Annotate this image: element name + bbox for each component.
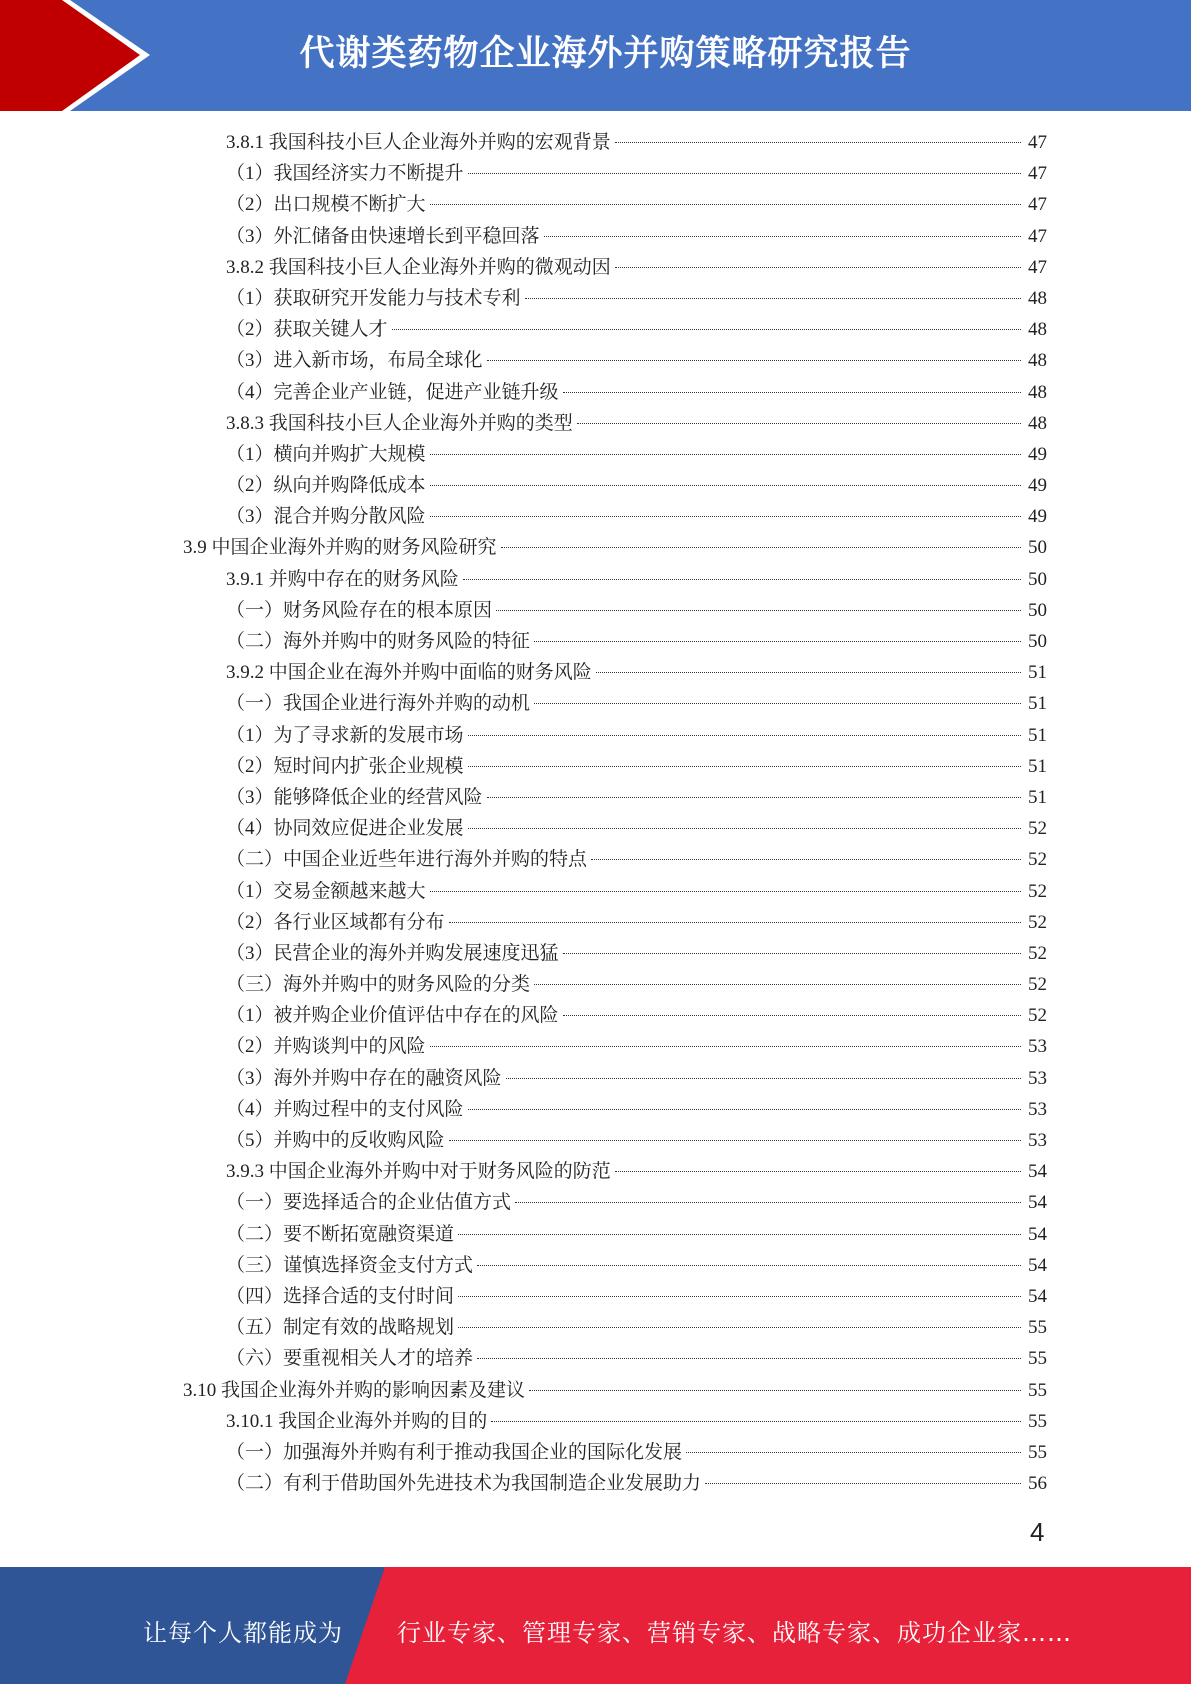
toc-entry-page: 52 — [1028, 1005, 1047, 1027]
toc-entry[interactable] — [0, 1063, 1191, 1094]
toc-dot-leader — [430, 891, 1021, 892]
toc-dot-leader — [563, 1015, 1021, 1016]
toc-entry-page: 51 — [1028, 786, 1047, 808]
toc-entry-label: （五）制定有效的战略规划 — [226, 1317, 455, 1339]
toc-entry[interactable] — [0, 1094, 1191, 1125]
toc-dot-leader — [468, 766, 1021, 767]
toc-entry-page: 48 — [1028, 381, 1047, 403]
toc-dot-leader — [563, 953, 1021, 954]
toc-entry[interactable] — [0, 221, 1191, 252]
toc-entry[interactable] — [0, 564, 1191, 595]
toc-dot-leader — [544, 236, 1021, 237]
toc-entry[interactable] — [0, 252, 1191, 283]
toc-entry-label: 3.8.2 我国科技小巨人企业海外并购的微观动因 — [226, 256, 611, 278]
toc-entry[interactable] — [0, 439, 1191, 470]
toc-entry-label: 3.9 中国企业海外并购的财务风险研究 — [183, 537, 497, 559]
toc-entry[interactable] — [0, 1000, 1191, 1031]
toc-entry-page: 47 — [1028, 256, 1047, 278]
toc-entry-label: （5）并购中的反收购风险 — [226, 1130, 445, 1151]
toc-entry-page: 52 — [1028, 942, 1047, 964]
toc-entry-page: 51 — [1028, 693, 1047, 715]
toc-dot-leader — [686, 1452, 1021, 1453]
toc-entry-label: （四）选择合适的支付时间 — [226, 1285, 455, 1307]
toc-dot-leader — [468, 1109, 1021, 1110]
toc-entry-label: （2）短时间内扩张企业规模 — [226, 755, 464, 777]
toc-entry-label: （三）谨慎选择资金支付方式 — [226, 1254, 474, 1276]
toc-entry-page: 51 — [1028, 724, 1047, 746]
toc-entry-page: 51 — [1028, 755, 1047, 777]
toc-dot-leader — [525, 298, 1021, 299]
toc-entry-page: 53 — [1028, 1130, 1047, 1151]
toc-entry-label: （一）财务风险存在的根本原因 — [226, 599, 493, 621]
toc-entry-label: （1）横向并购扩大规模 — [226, 443, 426, 465]
toc-dot-leader — [615, 142, 1021, 143]
toc-entry-label: （1）交易金额越来越大 — [226, 880, 426, 902]
toc-entry[interactable] — [0, 1250, 1191, 1281]
toc-entry[interactable] — [0, 844, 1191, 875]
toc-entry-page: 47 — [1028, 194, 1047, 216]
toc-entry-label: 3.9.2 中国企业在海外并购中面临的财务风险 — [226, 662, 592, 684]
toc-entry-page: 54 — [1028, 1254, 1047, 1276]
toc-entry[interactable] — [0, 377, 1191, 408]
toc-dot-leader — [458, 1296, 1021, 1297]
toc-entry[interactable] — [0, 876, 1191, 907]
toc-entry[interactable] — [0, 595, 1191, 626]
toc-dot-leader — [615, 1171, 1021, 1172]
toc-entry-page: 56 — [1028, 1473, 1047, 1495]
toc-dot-leader — [468, 173, 1021, 174]
toc-entry-label: 3.9.3 中国企业海外并购中对于财务风险的防范 — [226, 1161, 611, 1183]
toc-dot-leader — [430, 516, 1021, 517]
toc-entry-label: （2）获取关键人才 — [226, 319, 388, 341]
toc-entry[interactable] — [0, 314, 1191, 345]
toc-entry-label: （1）为了寻求新的发展市场 — [226, 724, 464, 746]
toc-entry-page: 55 — [1028, 1410, 1047, 1432]
toc-entry-label: （二）中国企业近些年进行海外并购的特点 — [226, 849, 588, 871]
toc-entry[interactable] — [0, 1187, 1191, 1218]
toc-entry-label: 3.10.1 我国企业海外并购的目的 — [226, 1410, 488, 1432]
toc-entry-page: 47 — [1028, 225, 1047, 247]
report-footer — [0, 1567, 1191, 1684]
toc-entry-page: 55 — [1028, 1379, 1047, 1401]
toc-dot-leader — [430, 454, 1021, 455]
toc-dot-leader — [591, 859, 1021, 860]
toc-entry-page: 54 — [1028, 1285, 1047, 1307]
toc-entry-label: （3）混合并购分散风险 — [226, 506, 426, 528]
toc-dot-leader — [515, 1202, 1021, 1203]
toc-entry[interactable] — [0, 626, 1191, 657]
toc-entry[interactable] — [0, 938, 1191, 969]
toc-entry-page: 54 — [1028, 1223, 1047, 1245]
toc-entry-label: 3.10 我国企业海外并购的影响因素及建议 — [183, 1379, 526, 1401]
toc-entry-label: 3.8.1 我国科技小巨人企业海外并购的宏观背景 — [226, 132, 611, 153]
toc-entry-page: 47 — [1028, 163, 1047, 185]
toc-entry-label: （4）完善企业产业链，促进产业链升级 — [226, 381, 559, 403]
toc-dot-leader — [534, 641, 1021, 642]
toc-dot-leader — [577, 423, 1021, 424]
toc-dot-leader — [496, 610, 1021, 611]
footer-slogan-left: 让每个人都能成为 — [143, 1619, 343, 1647]
toc-entry-label: （4）并购过程中的支付风险 — [226, 1098, 464, 1120]
toc-dot-leader — [449, 1140, 1021, 1141]
toc-entry-page: 52 — [1028, 849, 1047, 871]
toc-dot-leader — [458, 1234, 1021, 1235]
toc-entry[interactable] — [0, 1312, 1191, 1343]
toc-entry-page: 54 — [1028, 1161, 1047, 1183]
toc-entry-page: 50 — [1028, 599, 1047, 621]
toc-dot-leader — [449, 922, 1021, 923]
toc-entry-label: （2）各行业区域都有分布 — [226, 911, 445, 933]
toc-entry[interactable] — [0, 1219, 1191, 1250]
toc-entry-label: （二）海外并购中的财务风险的特征 — [226, 631, 531, 652]
toc-dot-leader — [529, 1390, 1021, 1391]
toc-entry-label: （4）协同效应促进企业发展 — [226, 818, 464, 840]
toc-entry-label: （一）要选择适合的企业估值方式 — [226, 1192, 512, 1214]
toc-entry[interactable] — [0, 907, 1191, 938]
toc-entry[interactable] — [0, 1125, 1191, 1156]
toc-entry[interactable] — [0, 1468, 1191, 1499]
toc-entry-page: 55 — [1028, 1317, 1047, 1339]
toc-entry-page: 48 — [1028, 287, 1047, 309]
toc-entry-page: 55 — [1028, 1441, 1047, 1463]
toc-entry[interactable] — [0, 501, 1191, 532]
toc-dot-leader — [463, 579, 1021, 580]
toc-dot-leader — [477, 1358, 1021, 1359]
toc-dot-leader — [392, 329, 1021, 330]
toc-entry-page: 50 — [1028, 631, 1047, 652]
toc-dot-leader — [534, 984, 1021, 985]
toc-dot-leader — [430, 1046, 1021, 1047]
toc-dot-leader — [705, 1483, 1021, 1484]
toc-entry-page: 53 — [1028, 1098, 1047, 1120]
toc-entry-page: 54 — [1028, 1192, 1047, 1214]
toc-entry-page: 52 — [1028, 974, 1047, 996]
toc-entry-page: 50 — [1028, 537, 1047, 559]
toc-entry-page: 47 — [1028, 132, 1047, 153]
toc-entry[interactable] — [0, 1406, 1191, 1437]
toc-entry[interactable] — [0, 1343, 1191, 1374]
toc-entry-label: （二）要不断拓宽融资渠道 — [226, 1223, 455, 1245]
toc-entry-page: 52 — [1028, 880, 1047, 902]
toc-dot-leader — [430, 485, 1021, 486]
toc-entry[interactable] — [0, 1156, 1191, 1187]
toc-entry[interactable] — [0, 1437, 1191, 1468]
toc-entry-page: 52 — [1028, 818, 1047, 840]
report-title: 代谢类药物企业海外并购策略研究报告 — [299, 34, 912, 74]
toc-entry[interactable] — [0, 408, 1191, 439]
toc-entry-page: 52 — [1028, 911, 1047, 933]
toc-dot-leader — [501, 547, 1021, 548]
toc-entry[interactable] — [0, 532, 1191, 563]
toc-entry-page: 51 — [1028, 662, 1047, 684]
page-number: 4 — [1030, 1517, 1045, 1547]
toc-entry[interactable] — [0, 158, 1191, 189]
toc-entry[interactable] — [0, 283, 1191, 314]
toc-entry-label: （1）我国经济实力不断提升 — [226, 163, 464, 185]
toc-entry-page: 53 — [1028, 1036, 1047, 1058]
toc-dot-leader — [506, 1078, 1021, 1079]
toc-dot-leader — [534, 703, 1021, 704]
toc-entry-label: （六）要重视相关人才的培养 — [226, 1348, 474, 1370]
toc-entry-label: （2）并购谈判中的风险 — [226, 1036, 426, 1058]
toc-entry[interactable] — [0, 813, 1191, 844]
toc-entry-page: 49 — [1028, 443, 1047, 465]
toc-entry[interactable] — [0, 969, 1191, 1000]
toc-entry[interactable] — [0, 657, 1191, 688]
toc-entry-label: 3.9.1 并购中存在的财务风险 — [226, 568, 459, 590]
toc-entry-label: 3.8.3 我国科技小巨人企业海外并购的类型 — [226, 412, 573, 434]
toc-entry-page: 53 — [1028, 1067, 1047, 1089]
toc-entry-label: （2）出口规模不断扩大 — [226, 194, 426, 216]
toc-dot-leader — [487, 797, 1021, 798]
toc-dot-leader — [596, 672, 1021, 673]
toc-entry-label: （一）我国企业进行海外并购的动机 — [226, 693, 531, 715]
toc-entry[interactable] — [0, 1281, 1191, 1312]
toc-entry-page: 49 — [1028, 506, 1047, 528]
toc-entry[interactable] — [0, 345, 1191, 376]
toc-dot-leader — [468, 828, 1021, 829]
toc-entry-label: （一）加强海外并购有利于推动我国企业的国际化发展 — [226, 1441, 683, 1463]
toc-entry[interactable] — [0, 189, 1191, 220]
toc-dot-leader — [477, 1265, 1021, 1266]
table-of-contents — [0, 127, 1191, 1499]
toc-entry[interactable] — [0, 127, 1191, 158]
toc-entry[interactable] — [0, 470, 1191, 501]
footer-slogan-right: 行业专家、管理专家、营销专家、战略专家、成功企业家…… — [397, 1619, 1072, 1647]
toc-entry-page: 48 — [1028, 319, 1047, 341]
toc-dot-leader — [487, 360, 1021, 361]
toc-entry-label: （3）外汇储备由快速增长到平稳回落 — [226, 225, 540, 247]
toc-dot-leader — [491, 1421, 1021, 1422]
toc-entry[interactable] — [0, 688, 1191, 719]
report-header — [0, 0, 1191, 111]
toc-entry-label: （2）纵向并购降低成本 — [226, 475, 426, 497]
toc-entry-page: 49 — [1028, 475, 1047, 497]
toc-entry-label: （3）进入新市场，布局全球化 — [226, 350, 483, 372]
toc-entry-label: （二）有利于借助国外先进技术为我国制造企业发展助力 — [226, 1473, 702, 1495]
toc-entry-page: 55 — [1028, 1348, 1047, 1370]
toc-entry-page: 48 — [1028, 350, 1047, 372]
toc-entry[interactable] — [0, 751, 1191, 782]
toc-entry[interactable] — [0, 720, 1191, 751]
toc-entry-label: （3）民营企业的海外并购发展速度迅猛 — [226, 942, 559, 964]
toc-entry-label: （3）能够降低企业的经营风险 — [226, 786, 483, 808]
toc-dot-leader — [458, 1327, 1021, 1328]
toc-entry[interactable] — [0, 1031, 1191, 1062]
toc-entry-label: （1）被并购企业价值评估中存在的风险 — [226, 1005, 559, 1027]
toc-dot-leader — [468, 735, 1021, 736]
toc-entry-page: 50 — [1028, 568, 1047, 590]
toc-entry[interactable] — [0, 1375, 1191, 1406]
toc-entry-page: 48 — [1028, 412, 1047, 434]
toc-dot-leader — [563, 392, 1021, 393]
toc-entry-label: （1）获取研究开发能力与技术专利 — [226, 287, 521, 309]
toc-dot-leader — [430, 204, 1021, 205]
toc-dot-leader — [615, 267, 1021, 268]
toc-entry[interactable] — [0, 782, 1191, 813]
toc-entry-label: （三）海外并购中的财务风险的分类 — [226, 974, 531, 996]
toc-entry-label: （3）海外并购中存在的融资风险 — [226, 1067, 502, 1089]
